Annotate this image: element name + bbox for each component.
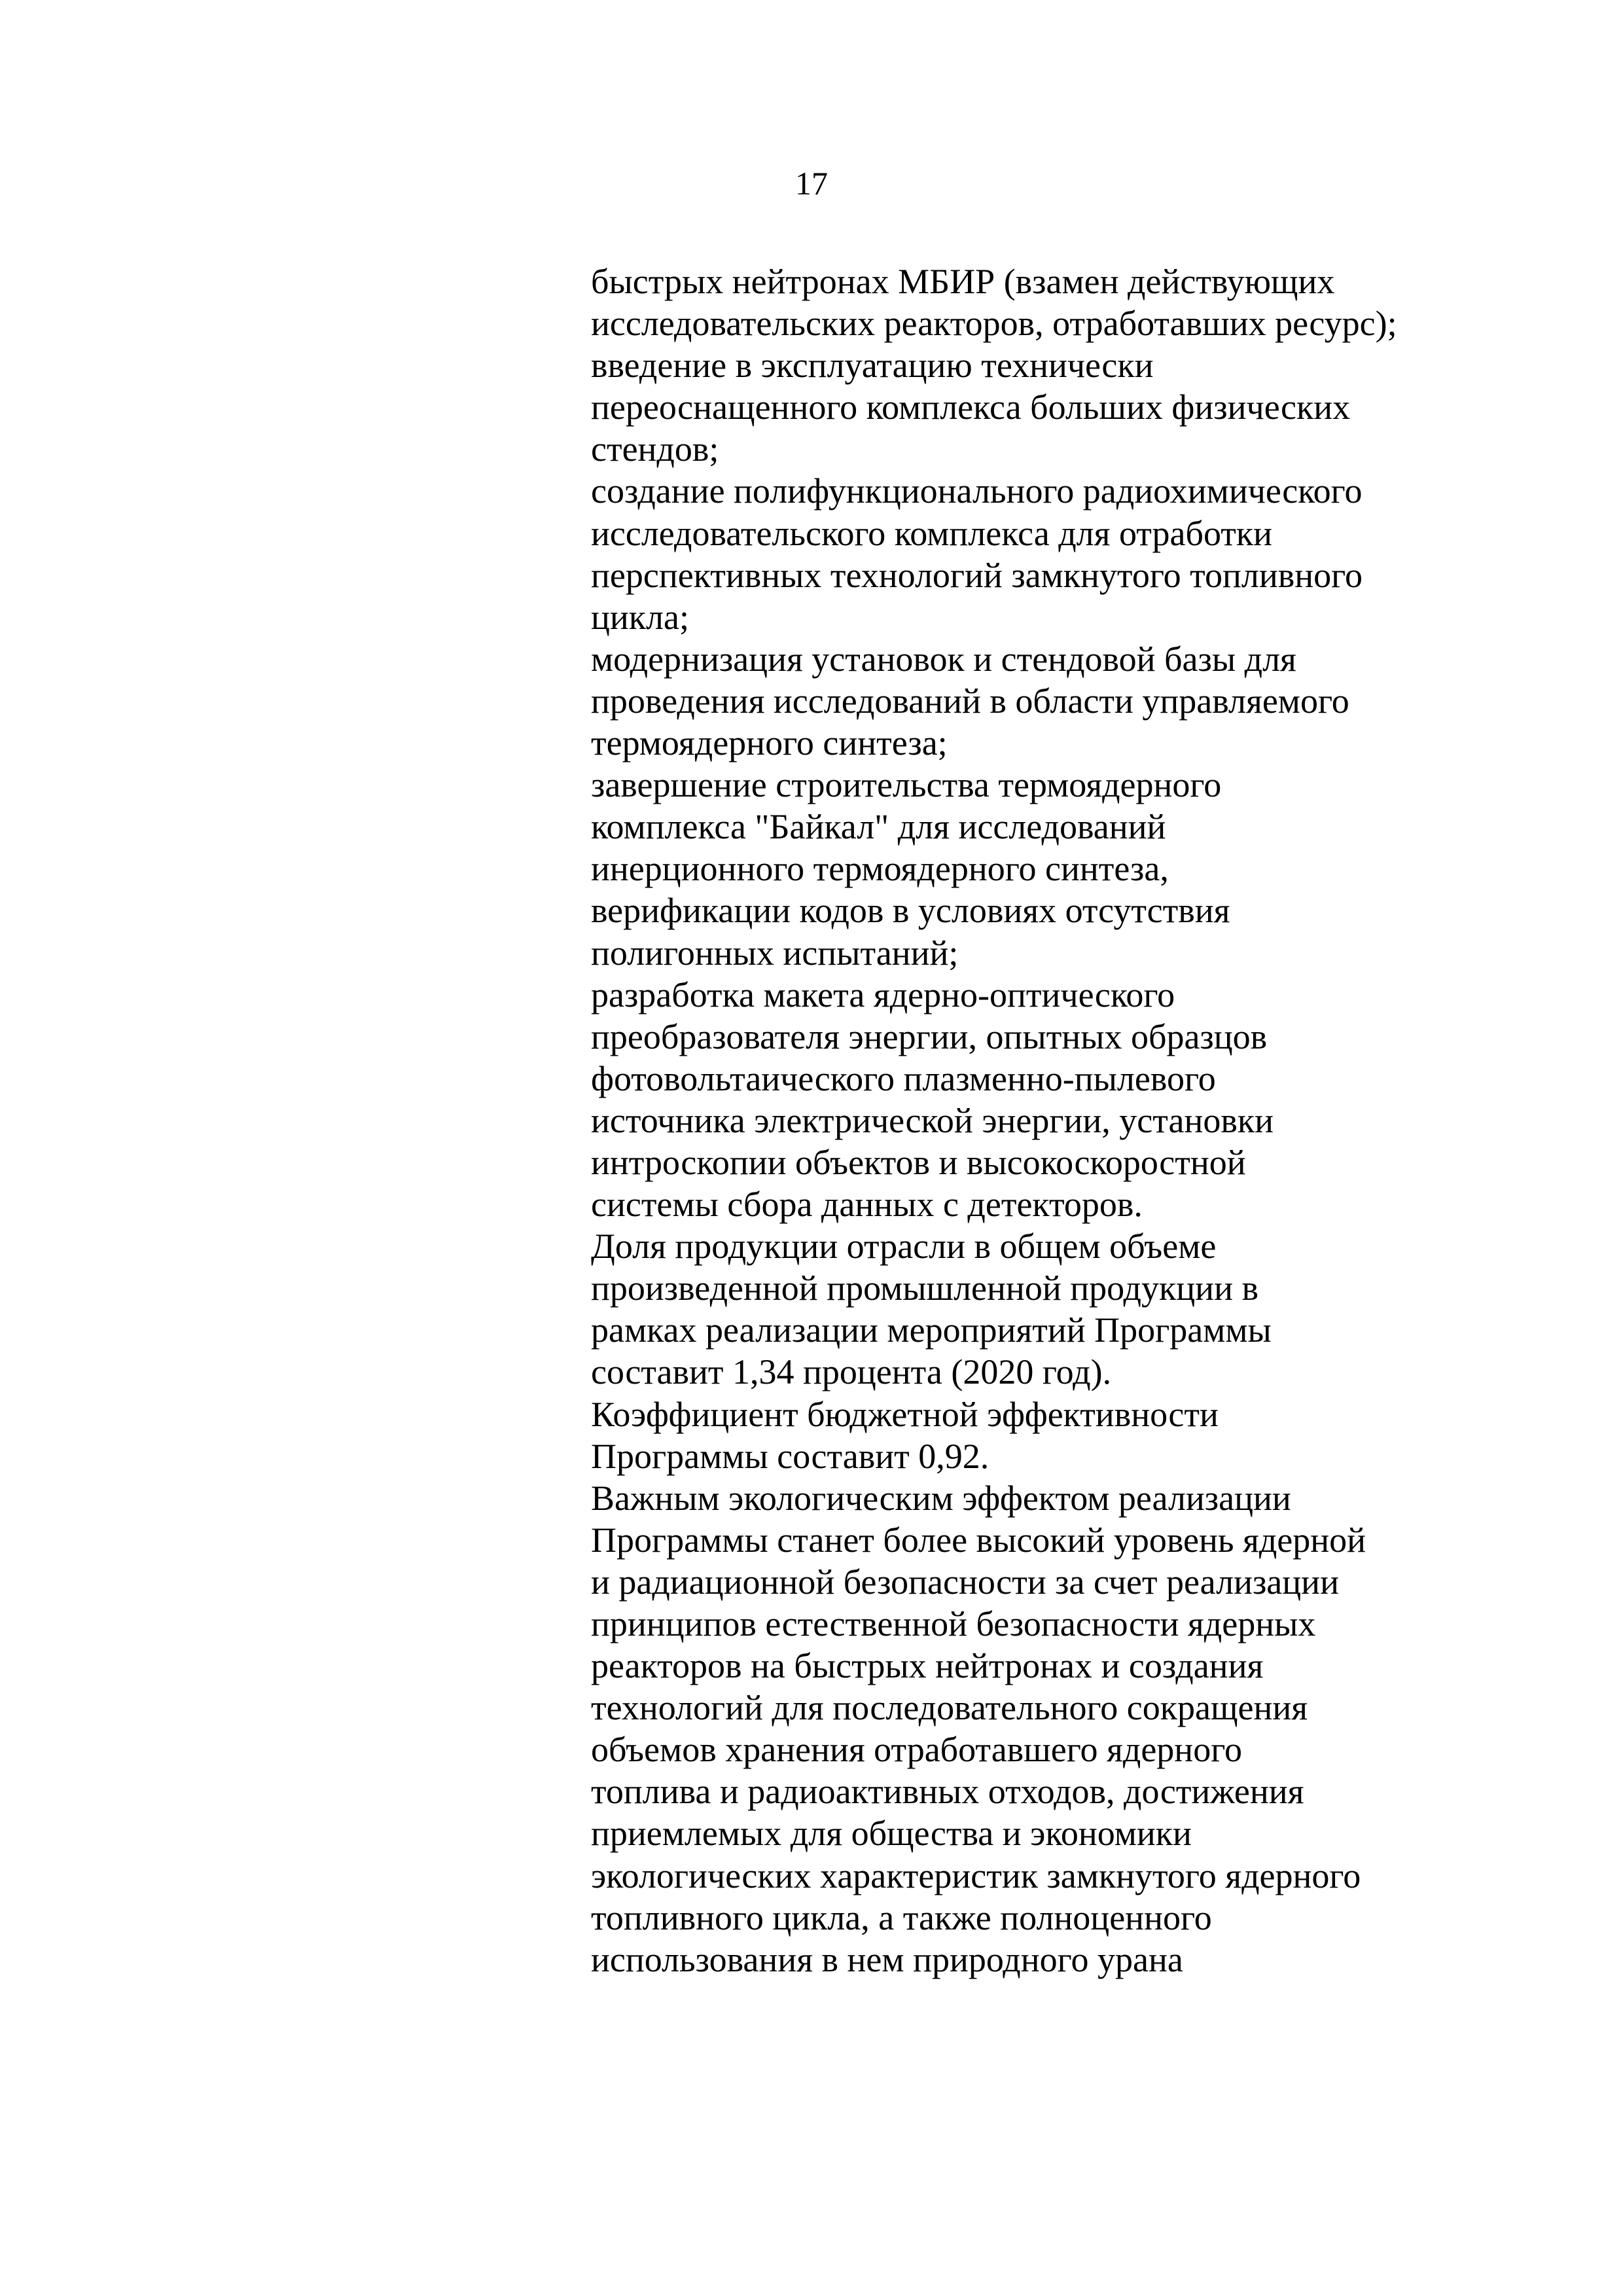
text-line: составит 1,34 процента (2020 год). [591,1352,1112,1392]
text-line: Коэффициент бюджетной эффективности [591,1394,1219,1434]
text-line: создание полифункционального радиохимического [591,471,1363,511]
text-line: быстрых нейтронах МБИР (взамен действующих [591,262,1335,301]
text-line: интроскопии объектов и высокоскоростной [591,1142,1246,1182]
text-line: проведения исследований в области управляемого [591,681,1349,721]
text-line: верификации кодов в условиях отсутствия [591,891,1230,931]
text-line: разработка макета ядерно-оптического [591,975,1175,1014]
text-line: технологий для последовательного сокращения [591,1688,1308,1728]
text-line: стендов; [591,429,719,469]
text-line: полигонных испытаний; [591,933,959,973]
text-line: Доля продукции отрасли в общем объеме [591,1227,1217,1266]
text-line: Программы составит 0,92. [591,1436,990,1476]
text-line: комплекса "Байкал" для исследований [591,807,1166,847]
page-number: 17 [795,165,828,202]
text-line: топливного цикла, а также полноценного [591,1897,1212,1937]
text-line: экологических характеристик замкнутого ядерного [591,1856,1361,1895]
text-line: фотовольтаического плазменно-пылевого [591,1058,1216,1098]
text-line: произведенной промышленной продукции в [591,1268,1258,1308]
text-line: преобразователя энергии, опытных образцов [591,1016,1268,1056]
text-line: инерционного термоядерного синтеза, [591,849,1169,889]
text-line: исследовательских реакторов, отработавших ресурс); [591,304,1397,344]
text-line: цикла; [591,597,689,637]
body-text [591,260,1520,1981]
text-line: введение в эксплуатацию технически [591,346,1154,386]
text-line: завершение строительства термоядерного [591,765,1222,805]
text-line: реакторов на быстрых нейтронах и создания [591,1646,1264,1686]
text-line: Важным экологическим эффектом реализации [591,1478,1291,1518]
text-line: термоядерного синтеза; [591,723,948,763]
text-line: исследовательского комплекса для отработки [591,513,1272,553]
text-line: переоснащенного комплекса больших физических [591,387,1351,427]
text-line: топлива и радиоактивных отходов, достижения [591,1772,1304,1812]
text-line: и радиационной безопасности за счет реализации [591,1562,1339,1602]
text-line: рамках реализации мероприятий Программы [591,1310,1272,1350]
text-line: приемлемых для общества и экономики [591,1814,1192,1854]
text-line: принципов естественной безопасности ядерных [591,1604,1316,1643]
text-line: источника электрической энергии, установки [591,1100,1274,1140]
text-line: объемов хранения отработавшего ядерного [591,1730,1242,1770]
text-line: системы сбора данных с детекторов. [591,1185,1143,1225]
text-line: Программы станет более высокий уровень ядерной [591,1520,1366,1560]
text-line: перспективных технологий замкнутого топливного [591,555,1363,595]
text-line: использования в нем природного урана [591,1939,1183,1979]
text-line: модернизация установок и стендовой базы для [591,639,1296,679]
